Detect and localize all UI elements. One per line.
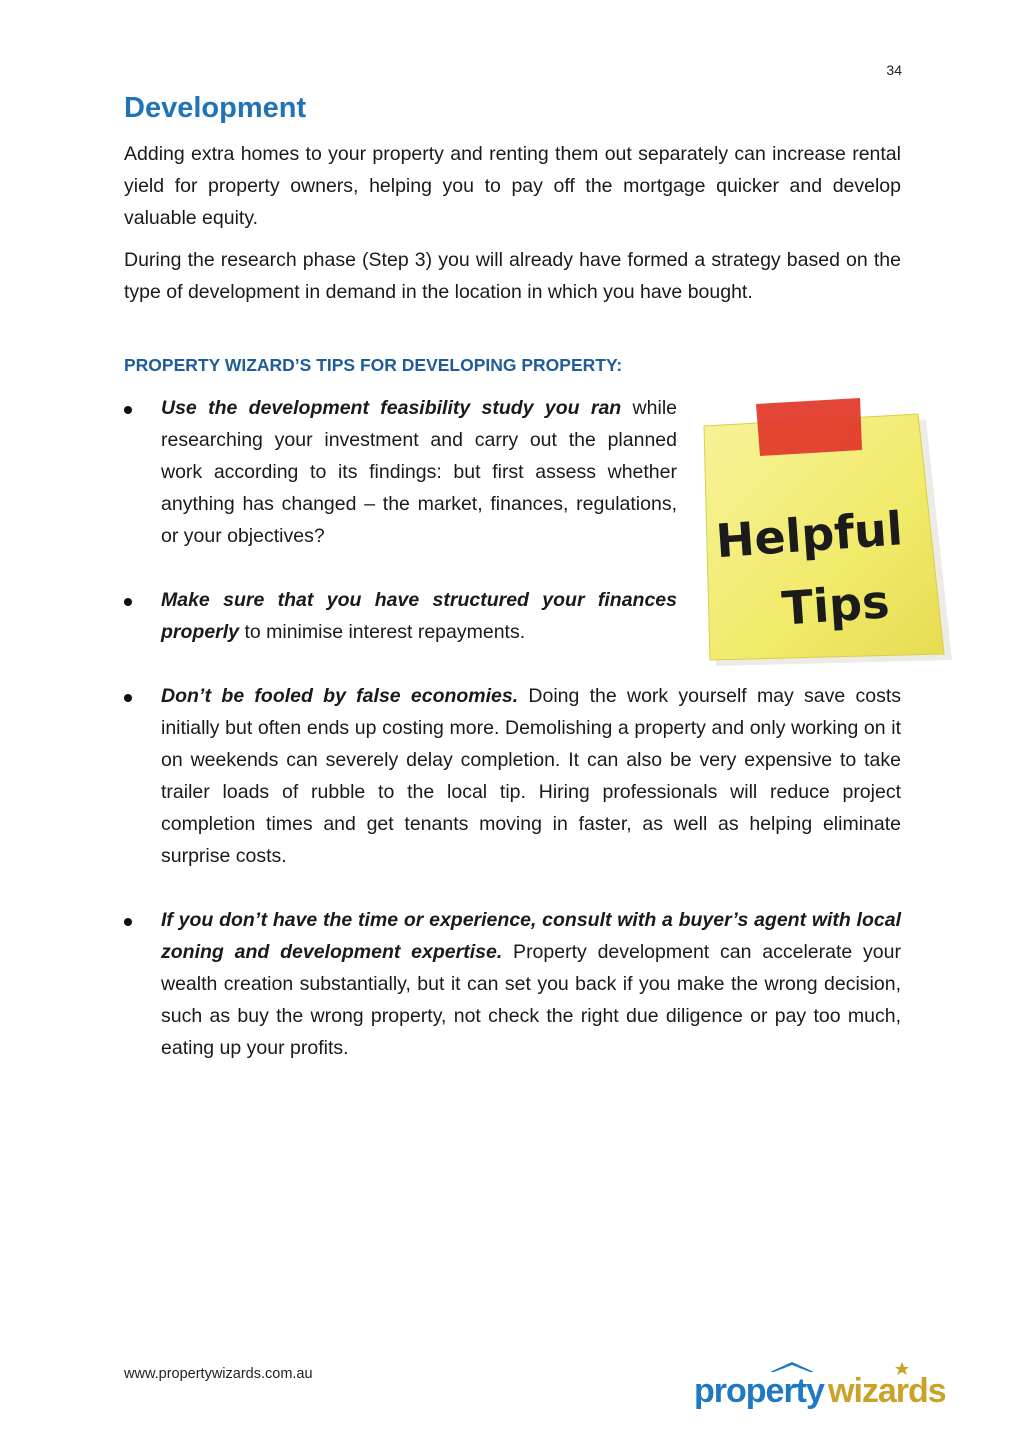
tip-text [161, 392, 677, 552]
page-number: 34 [886, 62, 902, 78]
property-wizards-logo [694, 1360, 950, 1416]
tip-text [161, 904, 901, 1064]
helpful-tips-sticky-note-image [690, 398, 955, 668]
tips-heading: PROPERTY WIZARD’S TIPS FOR DEVELOPING PROPERTY: [124, 355, 623, 375]
tip-body: while researching your investment and carry out the planned work according to its findings: but first assess whether anything has changed – the market, finances, regulations, or your objectives? [161, 397, 677, 547]
bullet-icon [124, 918, 132, 926]
tip-body: to minimise interest repayments. [239, 621, 526, 643]
tip-lead: Make sure that you have structured your finances properly [161, 589, 677, 643]
tip-text [161, 584, 677, 648]
tip-lead: Don’t be fooled by false economies. [161, 685, 519, 707]
tip-text [161, 680, 901, 872]
bullet-icon [124, 406, 132, 414]
tip-body: Doing the work yourself may save costs initially but often ends up costing more. Demolishing a property and only working on it on weekends can severely delay completion. It can also be very expensive to take trailer loads of rubble to the local tip. Hiring professionals will reduce project completion times and get tenants moving in faster, as well as helping eliminate surprise costs. [161, 685, 901, 867]
logo-roof [770, 1362, 814, 1372]
red-tape [756, 398, 862, 456]
intro-paragraph-2: During the research phase (Step 3) you will already have formed a strategy based on the type of development in demand in the location in which you have bought. [124, 249, 901, 303]
note-text-line-1: Helpful [714, 501, 905, 569]
page-title: Development [124, 92, 307, 124]
logo-text-property: property [694, 1372, 824, 1410]
footer-url: www.propertywizards.com.au [124, 1366, 313, 1382]
tip-lead: Use the development feasibility study you ran [161, 397, 622, 419]
tip-lead: If you don’t have the time or experience, consult with a buyer’s agent with local zoning and development expertise. [161, 909, 901, 963]
bullet-icon [124, 694, 132, 702]
note-text-line-2: Tips [780, 574, 892, 636]
bullet-icon [124, 598, 132, 606]
logo-text-wizards: wizards [828, 1372, 946, 1410]
tip-body: Property development can accelerate your wealth creation substantially, but it can set you back if you make the wrong decision, such as buy the wrong property, not check the right due diligence or pay too much, eating up your profits. [161, 941, 901, 1059]
intro-paragraph-1: Adding extra homes to your property and renting them out separately can increase rental yield for property owners, helping you to pay off the mortgage quicker and develop valuable equity. [124, 143, 901, 229]
